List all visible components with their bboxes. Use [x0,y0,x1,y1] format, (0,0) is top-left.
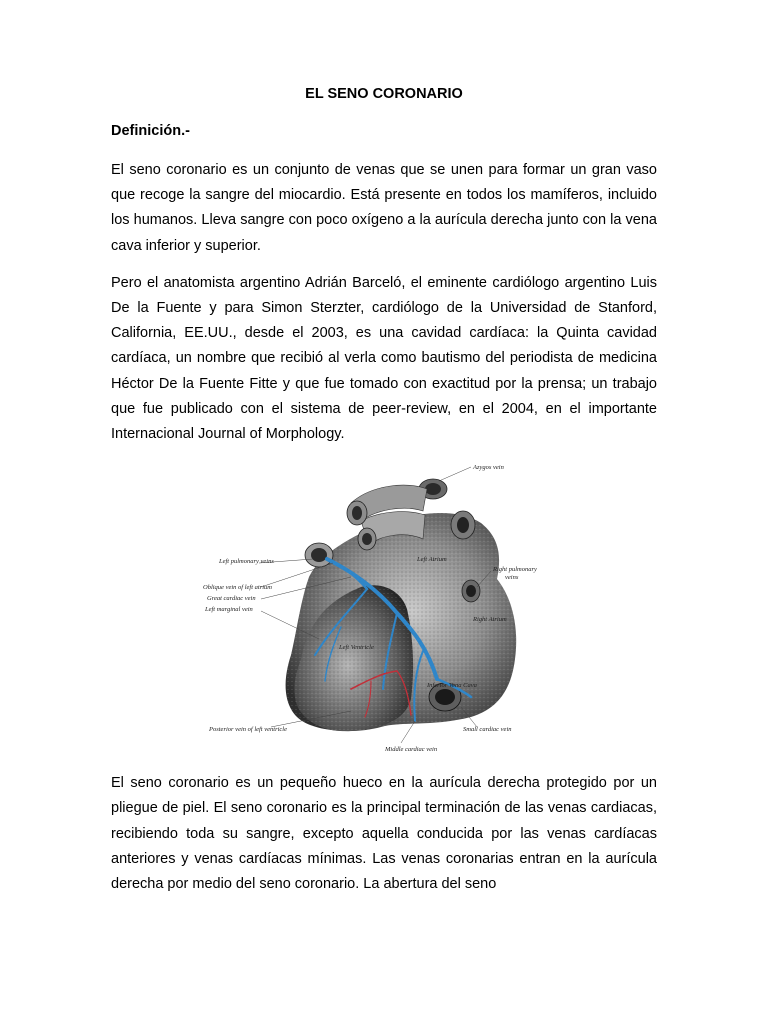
label-left-ventricle: Left Ventricle [339,644,374,652]
label-posterior-lv: Posterior vein of left ventricle [209,726,287,734]
label-great-cardiac: Great cardiac vein [207,595,256,603]
label-left-marginal: Left marginal vein [205,606,253,614]
paragraph-3: El seno coronario es un pequeño hueco en la aurícula derecha protegido por un pliegue de piel. El seno coronario es la principal terminación de las venas cardiacas, recibiendo toda su sangre, excepto aquella conducida por las venas cardíacas anteriores y venas cardíacas mínimas. Las venas coronarias entran en la aurícula derecha por medio del seno coronario. La abertura del seno [111,775,657,893]
label-middle-cardiac: Middle cardiac vein [385,746,438,754]
label-right-pulmonary-2: veins [505,574,519,582]
label-right-pulmonary: Right pulmonary [493,566,537,574]
label-left-pulmonary: Left pulmonary veins [219,558,274,566]
label-right-atrium: Right Atrium [473,616,507,624]
label-inferior-vena-cava: Inferior Vena Cava [427,682,477,690]
paragraph-2: Pero el anatomista argentino Adrián Barceló, el eminente cardiólogo argentino Luis De la Fuente y para Simon Sterzter, cardiólogo de la Universidad de Stanford, California, EE.UU., desde el 2003, es una cavidad cardíaca: la Quinta cavidad cardíaca, un nombre que recibió al verla como bautismo del periodista de medicina Héctor De la Fuente Fitte y que fue tomado con exactitud por la prensa; un trabajo que fue publicado con el sistema de peer-review, en el 2004, en el importante Internacional Journal of Morphology. [111,274,657,443]
section-heading: Definición.- [111,123,190,139]
paragraph-1: El seno coronario es un conjunto de venas que se unen para formar un gran vaso que recoge la sangre del miocardio. Está presente en todos los mamíferos, incluido los humanos. Lleva sangre con poco oxígeno a la aurícula derecha junto con la vena cava inferior y superior. [111,162,657,254]
label-small-cardiac: Small cardiac vein [463,726,512,734]
document-page [111,84,657,897]
heart-diagram-svg [201,459,581,759]
label-azygos: Azygos vein [473,464,504,472]
label-oblique: Oblique vein of left atrium [203,584,272,592]
page-title: EL SENO CORONARIO [305,86,463,102]
label-left-atrium: Left Atrium [417,556,447,564]
heart-illustration [111,459,657,759]
